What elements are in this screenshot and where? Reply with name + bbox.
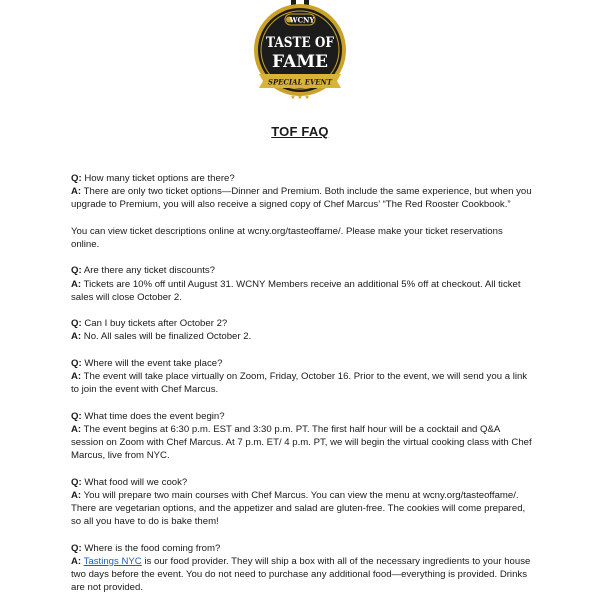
faq-question: [71, 410, 533, 423]
question-text: What food will we cook?: [84, 476, 188, 488]
faq-answer: [71, 555, 533, 595]
taste-of-fame-logo: [251, 0, 349, 110]
answer-label: A:: [71, 423, 82, 435]
question-label: Q:: [71, 357, 82, 369]
answer-text: is our food provider. They will ship a box with all of the necessary ingredients to your house two days before the event. You do not need to purchase any additional food—everything is provided. Drinks are not provided.: [71, 555, 531, 594]
answer-text: You will prepare two main courses with Chef Marcus. You can view the menu at wcny.org/tasteoffame/. There are vegetarian options, and the appetizer and salad are gluten-free. The cookies will come prepared, so all you have to do is bake them!: [71, 489, 526, 528]
answer-text: Tickets are 10% off until August 31. WCNY Members receive an additional 5% off at checkout. All ticket sales will close October 2.: [71, 278, 521, 303]
answer-label: A:: [71, 331, 82, 343]
logo-wcny-text: WCNY: [289, 15, 315, 25]
question-text: Where will the event take place?: [84, 357, 223, 369]
question-text: Can I buy tickets after October 2?: [84, 318, 228, 330]
faq-question: [71, 172, 533, 185]
faq-item: [71, 542, 533, 595]
faq-extra: [71, 225, 533, 251]
faq-item: [71, 476, 533, 529]
faq-question: [71, 542, 533, 555]
faq-question: [71, 264, 533, 277]
answer-label: A:: [71, 278, 82, 290]
tastings-nyc-link[interactable]: Tastings NYC: [83, 555, 142, 567]
question-label: Q:: [71, 410, 82, 422]
answer-text: The event will take place virtually on Zoom, Friday, October 16. Prior to the event, we will send you a link to join the event with Chef Marcus.: [71, 370, 528, 396]
faq-answer: [71, 489, 533, 529]
question-text: How many ticket options are there?: [84, 173, 235, 184]
faq-item: [71, 317, 533, 343]
faq-item: [71, 172, 533, 212]
faq-answer: [71, 423, 533, 463]
logo-ribbon-text: SPECIAL EVENT: [268, 77, 334, 87]
answer-text: There are only two ticket options—Dinner and Premium. Both include the same experience, but when you upgrade to Premium, you will also receive a signed copy of Chef Marcus’ “The Red Rooster Cookbook.”: [71, 186, 532, 211]
answer-label: A:: [71, 489, 82, 501]
answer-extra-text: You can view ticket descriptions online at wcny.org/tasteoffame/. Please make your ticket reservations online.: [71, 225, 503, 250]
logo-line1-text: TASTE OF: [266, 35, 335, 51]
document-title: TOF FAQ: [271, 124, 329, 139]
question-label: Q:: [71, 318, 82, 330]
answer-label: A:: [71, 186, 82, 198]
question-text: Where is the food coming from?: [84, 542, 221, 554]
answer-text: The event begins at 6:30 p.m. EST and 3:30 p.m. PT. The first half hour will be a cocktail and Q&A session on Zoom with Chef Marcus. At 7 p.m. ET/ 4 p.m. PT, we will begin the virtual cooking class with Chef Marcus, live from NYC.: [71, 423, 532, 462]
logo-emblem-icon: [251, 0, 349, 110]
faq-answer: [71, 185, 533, 211]
faq-list: [71, 172, 533, 608]
question-text: What time does the event begin?: [84, 410, 225, 422]
logo-line2-text: FAME: [272, 52, 329, 72]
question-label: Q:: [71, 265, 82, 277]
faq-item: [71, 410, 533, 463]
svg-text:★ ★ ★: ★ ★ ★: [290, 95, 310, 101]
faq-answer: [71, 278, 533, 304]
question-label: Q:: [71, 173, 82, 184]
answer-text: No. All sales will be finalized October 2.: [83, 331, 252, 343]
faq-question: [71, 317, 533, 330]
faq-answer: [71, 370, 533, 396]
faq-item: [71, 264, 533, 304]
faq-question: [71, 476, 533, 489]
question-label: Q:: [71, 542, 82, 554]
faq-answer: [71, 330, 533, 343]
question-text: Are there any ticket discounts?: [83, 265, 215, 277]
faq-item: [71, 357, 533, 397]
faq-question: [71, 357, 533, 370]
question-label: Q:: [71, 476, 82, 488]
answer-label: A:: [71, 370, 82, 382]
answer-label: A:: [71, 555, 82, 567]
